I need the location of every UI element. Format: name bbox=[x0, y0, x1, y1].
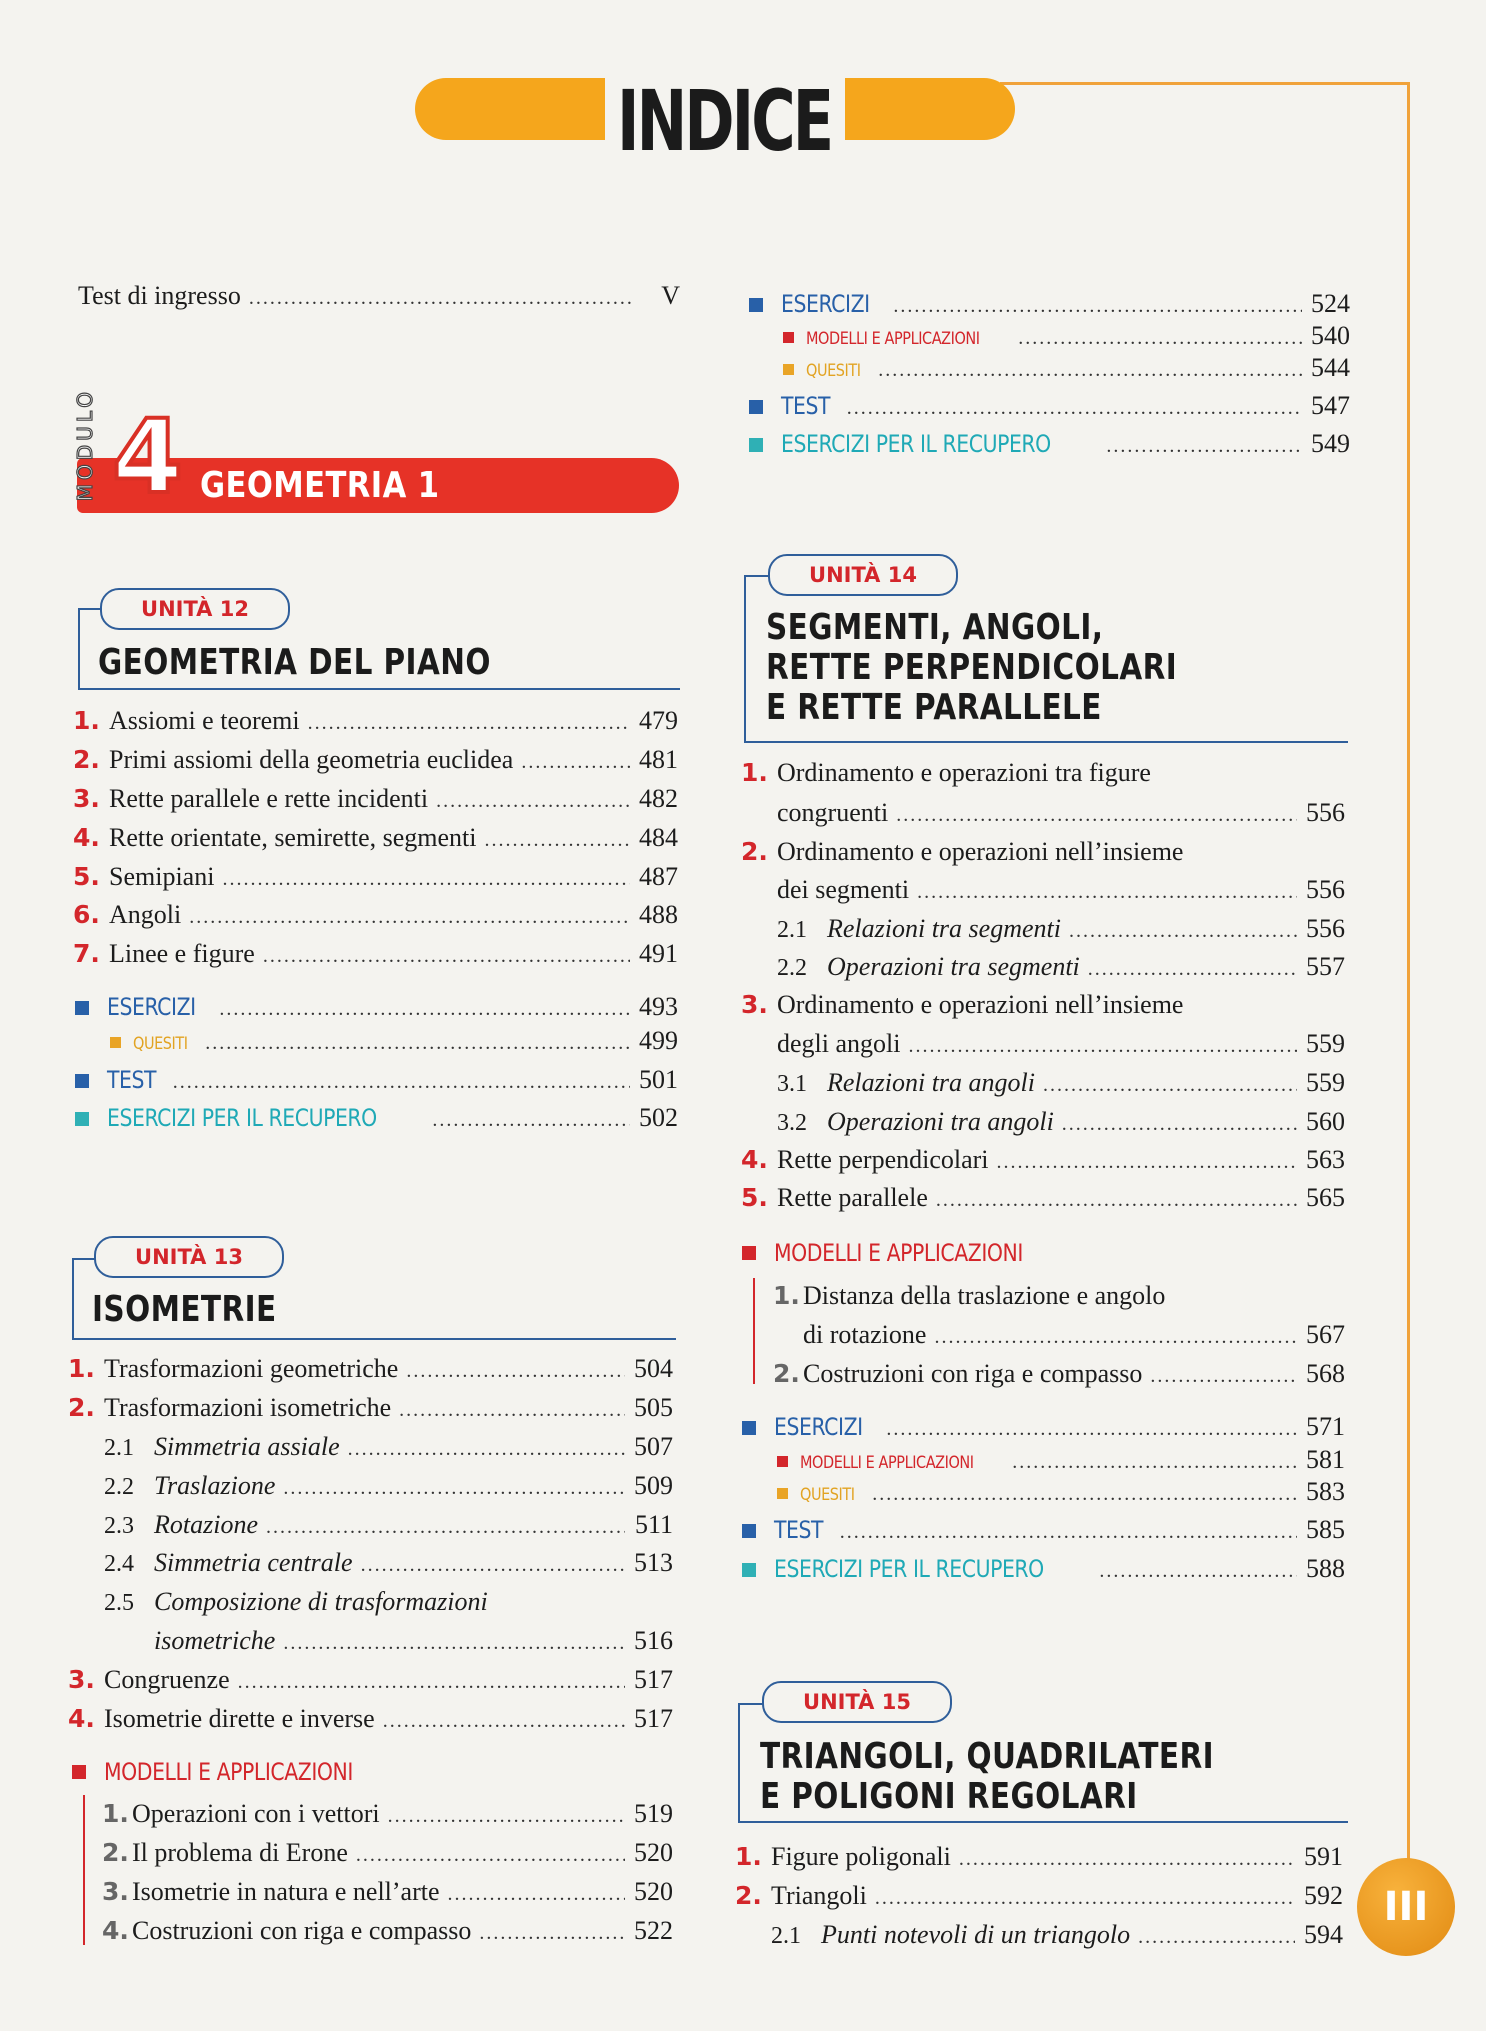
entry-title: dei segmenti bbox=[777, 875, 910, 904]
entry-title: di rotazione bbox=[803, 1320, 927, 1349]
square-bullet-icon bbox=[777, 1488, 788, 1499]
entry-title: Il problema di Erone bbox=[132, 1838, 348, 1867]
entry-page: 513 bbox=[634, 1548, 673, 1577]
leader-dots bbox=[1062, 1107, 1297, 1141]
leader-dots bbox=[406, 1354, 625, 1388]
extra-page: 547 bbox=[1311, 391, 1350, 420]
toc-models-heading[interactable] bbox=[742, 1236, 1342, 1270]
toc-model-entry[interactable] bbox=[102, 1914, 673, 1950]
entry-title: Operazioni tra angoli bbox=[827, 1107, 1054, 1136]
entry-number: 2.3 bbox=[104, 1513, 134, 1539]
models-label: MODELLI E APPLICAZIONI bbox=[104, 1758, 353, 1786]
toc-extra-test[interactable] bbox=[742, 1513, 1345, 1549]
extra-label: ESERCIZI bbox=[781, 290, 870, 318]
entry-number: 4. bbox=[73, 823, 100, 852]
square-bullet-icon bbox=[749, 400, 763, 414]
toc-subentry[interactable] bbox=[777, 912, 1345, 948]
extra-label: TEST bbox=[774, 1516, 824, 1544]
leader-dots bbox=[521, 745, 630, 779]
entry-title: Rette parallele e rette incidenti bbox=[109, 784, 429, 813]
leader-dots bbox=[173, 1065, 630, 1099]
square-bullet-icon bbox=[742, 1421, 756, 1435]
entry-title: Figure poligonali bbox=[771, 1842, 951, 1871]
entry-page: 511 bbox=[634, 1510, 673, 1539]
entry-page: 563 bbox=[1306, 1145, 1345, 1174]
leader-dots bbox=[283, 1471, 625, 1505]
unit12-title: GEOMETRIA DEL PIANO bbox=[98, 642, 491, 683]
entry-title: Punti notevoli di un triangolo bbox=[821, 1920, 1131, 1949]
toc-extra-quesiti[interactable] bbox=[110, 1024, 678, 1061]
toc-extra-quesiti[interactable] bbox=[783, 351, 1350, 388]
leader-dots bbox=[263, 939, 630, 973]
entry-number: 2.1 bbox=[104, 1435, 134, 1461]
extra-label: TEST bbox=[781, 392, 831, 420]
models-bracket bbox=[753, 1278, 755, 1384]
entry-title: Primi assiomi della geometria euclidea bbox=[109, 745, 514, 774]
entry-page: 522 bbox=[634, 1916, 673, 1945]
leader-dots bbox=[361, 1548, 625, 1582]
square-bullet-icon bbox=[72, 1765, 86, 1779]
extra-page: 502 bbox=[639, 1103, 678, 1132]
leader-dots bbox=[872, 1477, 1297, 1511]
square-bullet-icon bbox=[749, 298, 763, 312]
entry-page: 560 bbox=[1306, 1107, 1345, 1136]
toc-model-entry-cont[interactable] bbox=[803, 1318, 1345, 1354]
square-bullet-icon bbox=[742, 1563, 756, 1577]
toc-subentry[interactable] bbox=[104, 1430, 673, 1466]
unit12-tag: UNITÀ 12 bbox=[100, 588, 290, 630]
toc-entry[interactable] bbox=[741, 1181, 1345, 1217]
models-label: MODELLI E APPLICAZIONI bbox=[774, 1239, 1023, 1267]
leader-dots bbox=[934, 1320, 1297, 1354]
toc-subentry[interactable] bbox=[777, 1105, 1345, 1141]
entry-title: Rette parallele bbox=[777, 1183, 928, 1212]
entry-title: Traslazione bbox=[154, 1471, 276, 1500]
unit15-title-line1: TRIANGOLI, QUADRILATERI bbox=[760, 1736, 1215, 1777]
leader-dots bbox=[219, 992, 630, 1026]
entry-number: 4. bbox=[68, 1704, 95, 1733]
entry-title: Distanza della traslazione e angolo bbox=[803, 1281, 1166, 1310]
entry-title: Relazioni tra angoli bbox=[827, 1068, 1035, 1097]
toc-model-entry[interactable] bbox=[102, 1797, 673, 1833]
entry-title: degli angoli bbox=[777, 1029, 901, 1058]
entry-title: Linee e figure bbox=[109, 939, 255, 968]
entry-title: Trasformazioni isometriche bbox=[104, 1393, 392, 1422]
toc-entry-test-ingresso[interactable] bbox=[78, 279, 680, 315]
toc-entry[interactable] bbox=[73, 821, 678, 857]
entry-page: 559 bbox=[1306, 1068, 1345, 1097]
unit15-tag: UNITÀ 15 bbox=[762, 1681, 952, 1723]
extra-label: QUESITI bbox=[800, 1485, 855, 1505]
leader-dots bbox=[896, 798, 1297, 832]
entry-page: 517 bbox=[634, 1704, 673, 1733]
unit14-title-line3: E RETTE PARALLELE bbox=[766, 687, 1102, 728]
extra-page: 544 bbox=[1311, 353, 1350, 382]
square-bullet-icon bbox=[742, 1524, 756, 1538]
extra-page: 583 bbox=[1306, 1477, 1345, 1506]
entry-title: Ordinamento e operazioni nell’insieme bbox=[777, 990, 1184, 1019]
toc-model-entry[interactable] bbox=[102, 1836, 673, 1872]
entry-number: 1. bbox=[773, 1281, 800, 1310]
leader-dots bbox=[1069, 914, 1297, 948]
entry-title: Angoli bbox=[109, 900, 182, 929]
entry-number: 7. bbox=[73, 939, 100, 968]
leader-dots bbox=[1018, 321, 1302, 355]
leader-dots bbox=[908, 1029, 1297, 1063]
entry-number: 2.1 bbox=[777, 917, 807, 943]
models-bracket bbox=[83, 1795, 85, 1945]
extra-page: 581 bbox=[1306, 1445, 1345, 1474]
toc-extra-recupero[interactable] bbox=[749, 427, 1350, 463]
extra-label: MODELLI E APPLICAZIONI bbox=[800, 1453, 974, 1473]
entry-title: Simmetria centrale bbox=[154, 1548, 353, 1577]
extra-page: 540 bbox=[1311, 321, 1350, 350]
unit14-title-line2: RETTE PERPENDICOLARI bbox=[766, 647, 1178, 688]
unit15-title-line2: E POLIGONI REGOLARI bbox=[760, 1776, 1138, 1817]
square-bullet-icon bbox=[783, 364, 794, 375]
toc-entry[interactable] bbox=[741, 1143, 1345, 1179]
leader-dots bbox=[959, 1842, 1295, 1876]
entry-page: 520 bbox=[634, 1877, 673, 1906]
entry-page: 481 bbox=[639, 745, 678, 774]
leader-dots bbox=[936, 1183, 1297, 1217]
square-bullet-icon bbox=[783, 332, 794, 343]
square-bullet-icon bbox=[75, 1001, 89, 1015]
entry-number: 4. bbox=[102, 1916, 129, 1945]
entry-title: Costruzioni con riga e compasso bbox=[803, 1359, 1143, 1388]
entry-number: 2.2 bbox=[104, 1474, 134, 1500]
entry-page: 556 bbox=[1306, 875, 1345, 904]
header-rule-top bbox=[1000, 82, 1410, 85]
entry-page: 519 bbox=[634, 1799, 673, 1828]
entry-number: 1. bbox=[741, 758, 768, 787]
entry-number: 2. bbox=[102, 1838, 129, 1867]
leader-dots bbox=[356, 1838, 625, 1872]
toc-entry[interactable] bbox=[68, 1702, 673, 1738]
extra-label: ESERCIZI PER IL RECUPERO bbox=[107, 1104, 377, 1132]
leader-dots bbox=[878, 353, 1302, 387]
entry-title: Costruzioni con riga e compasso bbox=[132, 1916, 472, 1945]
leader-dots bbox=[484, 823, 630, 857]
toc-entry[interactable] bbox=[68, 1352, 673, 1388]
entry-number: 2.5 bbox=[104, 1590, 134, 1616]
toc-entry[interactable] bbox=[735, 1840, 1343, 1876]
entry-number: 2. bbox=[735, 1881, 762, 1910]
entry-page: 556 bbox=[1306, 798, 1345, 827]
toc-extra-esercizi[interactable] bbox=[75, 990, 678, 1026]
toc-model-entry[interactable] bbox=[102, 1875, 673, 1911]
entry-page: 516 bbox=[634, 1626, 673, 1655]
toc-entry[interactable] bbox=[741, 756, 1345, 790]
entry-number: 2. bbox=[73, 745, 100, 774]
toc-model-entry[interactable] bbox=[773, 1279, 1345, 1313]
toc-entry-cont[interactable] bbox=[777, 1027, 1345, 1063]
entry-title: Trasformazioni geometriche bbox=[104, 1354, 399, 1383]
entry-number: 3. bbox=[68, 1665, 95, 1694]
entry-title: Operazioni tra segmenti bbox=[827, 952, 1080, 981]
toc-subentry[interactable] bbox=[104, 1585, 673, 1620]
toc-entry-cont[interactable] bbox=[777, 873, 1345, 909]
toc-subentry[interactable] bbox=[104, 1546, 673, 1582]
leader-dots bbox=[1106, 429, 1302, 463]
leader-dots bbox=[1138, 1920, 1295, 1954]
toc-model-entry[interactable] bbox=[773, 1357, 1345, 1393]
toc-extra-test[interactable] bbox=[749, 389, 1350, 425]
leader-dots bbox=[266, 1510, 625, 1544]
entry-number: 4. bbox=[741, 1145, 768, 1174]
entry-title: Isometrie in natura e nell’arte bbox=[132, 1877, 440, 1906]
leader-dots bbox=[249, 281, 632, 315]
entry-title: Rette orientate, semirette, segmenti bbox=[109, 823, 477, 852]
entry-number: 2.1 bbox=[771, 1923, 801, 1949]
entry-title: Semipiani bbox=[109, 862, 215, 891]
leader-dots bbox=[448, 1877, 625, 1911]
toc-entry[interactable] bbox=[73, 937, 678, 973]
entry-number: 2. bbox=[773, 1359, 800, 1388]
entry-number: 1. bbox=[73, 706, 100, 735]
entry-title: Ordinamento e operazioni tra figure bbox=[777, 758, 1151, 787]
entry-number: 3. bbox=[73, 784, 100, 813]
extra-label: MODELLI E APPLICAZIONI bbox=[806, 329, 980, 349]
extra-label: ESERCIZI bbox=[107, 993, 196, 1021]
entry-page: 517 bbox=[634, 1665, 673, 1694]
entry-page: 482 bbox=[639, 784, 678, 813]
entry-title: Isometrie dirette e inverse bbox=[104, 1704, 375, 1733]
entry-number: 2.2 bbox=[777, 955, 807, 981]
entry-title: Simmetria assiale bbox=[154, 1432, 340, 1461]
entry-number: 6. bbox=[73, 900, 100, 929]
entry-page: 594 bbox=[1304, 1920, 1343, 1949]
entry-page: 568 bbox=[1306, 1359, 1345, 1388]
leader-dots bbox=[283, 1626, 625, 1660]
leader-dots bbox=[1088, 952, 1297, 986]
entry-title: Rotazione bbox=[154, 1510, 258, 1539]
extra-label: ESERCIZI bbox=[774, 1413, 863, 1441]
leader-dots bbox=[1012, 1445, 1297, 1479]
toc-subentry[interactable] bbox=[104, 1508, 673, 1544]
entry-number: 3.1 bbox=[777, 1071, 807, 1097]
extra-page: 549 bbox=[1311, 429, 1350, 458]
entry-page: 488 bbox=[639, 900, 678, 929]
leader-dots bbox=[893, 289, 1302, 323]
entry-title: Congruenze bbox=[104, 1665, 230, 1694]
entry-page: 520 bbox=[634, 1838, 673, 1867]
extra-page: 501 bbox=[639, 1065, 678, 1094]
toc-entry[interactable] bbox=[741, 835, 1345, 869]
leader-dots bbox=[432, 1103, 630, 1137]
toc-entry[interactable] bbox=[73, 860, 678, 896]
entry-title: Ordinamento e operazioni nell’insieme bbox=[777, 837, 1184, 866]
extra-page: 493 bbox=[639, 992, 678, 1021]
toc-entry[interactable] bbox=[735, 1879, 1343, 1915]
entry-page: 491 bbox=[639, 939, 678, 968]
toc-extra-recupero[interactable] bbox=[75, 1101, 678, 1137]
leader-dots bbox=[383, 1704, 625, 1738]
leader-dots bbox=[205, 1026, 630, 1060]
entry-page: 557 bbox=[1306, 952, 1345, 981]
entry-number: 3. bbox=[741, 990, 768, 1019]
entry-number: 1. bbox=[102, 1799, 129, 1828]
entry-page: 484 bbox=[639, 823, 678, 852]
extra-page: 588 bbox=[1306, 1554, 1345, 1583]
leader-dots bbox=[399, 1393, 625, 1427]
entry-page: 505 bbox=[634, 1393, 673, 1422]
entry-title: Relazioni tra segmenti bbox=[827, 914, 1061, 943]
extra-label: ESERCIZI PER IL RECUPERO bbox=[774, 1555, 1044, 1583]
extra-page: 571 bbox=[1306, 1412, 1345, 1441]
entry-number: 2.4 bbox=[104, 1551, 134, 1577]
extra-label: ESERCIZI PER IL RECUPERO bbox=[781, 430, 1051, 458]
leader-dots bbox=[348, 1432, 625, 1466]
square-bullet-icon bbox=[75, 1112, 89, 1126]
toc-entry[interactable] bbox=[73, 704, 678, 740]
toc-subentry[interactable] bbox=[777, 950, 1345, 986]
entry-page: 504 bbox=[634, 1354, 673, 1383]
entry-page: 565 bbox=[1306, 1183, 1345, 1212]
leader-dots bbox=[1099, 1554, 1297, 1588]
entry-page: 509 bbox=[634, 1471, 673, 1500]
toc-entry-cont[interactable] bbox=[777, 796, 1345, 832]
toc-subentry[interactable] bbox=[104, 1469, 673, 1505]
toc-entry-label: Test di ingresso bbox=[78, 281, 241, 310]
entry-number: 2. bbox=[68, 1393, 95, 1422]
toc-extra-esercizi[interactable] bbox=[742, 1410, 1345, 1446]
leader-dots bbox=[917, 875, 1297, 909]
toc-entry[interactable] bbox=[73, 898, 678, 934]
toc-extra-quesiti[interactable] bbox=[777, 1475, 1345, 1512]
entry-number: 5. bbox=[73, 862, 100, 891]
toc-page: V bbox=[661, 281, 680, 310]
entry-page: 567 bbox=[1306, 1320, 1345, 1349]
leader-dots bbox=[886, 1412, 1297, 1446]
leader-dots bbox=[308, 706, 630, 740]
unit13-title: ISOMETRIE bbox=[92, 1289, 277, 1330]
toc-entry[interactable] bbox=[73, 782, 678, 818]
extra-page: 585 bbox=[1306, 1515, 1345, 1544]
entry-title: isometriche bbox=[154, 1626, 276, 1655]
leader-dots bbox=[189, 900, 630, 934]
page-title: INDICE bbox=[605, 62, 845, 192]
toc-extra-test[interactable] bbox=[75, 1063, 678, 1099]
square-bullet-icon bbox=[749, 438, 763, 452]
module-number: 4 bbox=[112, 398, 183, 517]
entry-number: 2. bbox=[741, 837, 768, 866]
leader-dots bbox=[875, 1881, 1295, 1915]
unit14-tag: UNITÀ 14 bbox=[768, 554, 958, 596]
extra-label: TEST bbox=[107, 1066, 157, 1094]
entry-number: 1. bbox=[68, 1354, 95, 1383]
square-bullet-icon bbox=[742, 1246, 756, 1260]
entry-title: congruenti bbox=[777, 798, 889, 827]
square-bullet-icon bbox=[110, 1037, 121, 1048]
leader-dots bbox=[388, 1799, 625, 1833]
toc-entry[interactable] bbox=[73, 743, 678, 779]
entry-title: Triangoli bbox=[771, 1881, 867, 1910]
extra-page: 524 bbox=[1311, 289, 1350, 318]
leader-dots bbox=[1150, 1359, 1297, 1393]
entry-page: 559 bbox=[1306, 1029, 1345, 1058]
entry-number: 5. bbox=[741, 1183, 768, 1212]
toc-subentry[interactable] bbox=[771, 1918, 1343, 1954]
leader-dots bbox=[479, 1916, 625, 1950]
toc-subentry-cont[interactable] bbox=[154, 1624, 673, 1660]
entry-number: 1. bbox=[735, 1842, 762, 1871]
entry-page: 487 bbox=[639, 862, 678, 891]
entry-number: 3.2 bbox=[777, 1110, 807, 1136]
leader-dots bbox=[436, 784, 630, 818]
extra-label: QUESITI bbox=[806, 361, 861, 381]
entry-title: Composizione di trasformazioni bbox=[154, 1587, 488, 1616]
toc-subentry[interactable] bbox=[777, 1066, 1345, 1102]
extra-page: 499 bbox=[639, 1026, 678, 1055]
leader-dots bbox=[840, 1515, 1297, 1549]
module-word: MODULO bbox=[73, 388, 97, 502]
leader-dots bbox=[238, 1665, 625, 1699]
entry-title: Operazioni con i vettori bbox=[132, 1799, 380, 1828]
entry-title: Assiomi e teoremi bbox=[109, 706, 300, 735]
toc-entry[interactable] bbox=[741, 988, 1345, 1022]
extra-label: QUESITI bbox=[133, 1034, 188, 1054]
unit13-tag: UNITÀ 13 bbox=[94, 1236, 284, 1278]
leader-dots bbox=[1043, 1068, 1297, 1102]
entry-page: 592 bbox=[1304, 1881, 1343, 1910]
square-bullet-icon bbox=[75, 1074, 89, 1088]
entry-number: 3. bbox=[102, 1877, 129, 1906]
entry-title: Rette perpendicolari bbox=[777, 1145, 989, 1174]
header-rule-right bbox=[1407, 82, 1410, 1872]
leader-dots bbox=[997, 1145, 1297, 1179]
entry-page: 507 bbox=[634, 1432, 673, 1461]
toc-entry[interactable] bbox=[68, 1391, 673, 1427]
toc-extra-esercizi[interactable] bbox=[749, 287, 1350, 323]
entry-page: 479 bbox=[639, 706, 678, 735]
leader-dots bbox=[222, 862, 630, 896]
toc-extra-recupero[interactable] bbox=[742, 1552, 1345, 1588]
toc-entry[interactable] bbox=[68, 1663, 673, 1699]
toc-models-heading[interactable] bbox=[72, 1755, 672, 1789]
module-title: GEOMETRIA 1 bbox=[200, 465, 440, 506]
square-bullet-icon bbox=[777, 1456, 788, 1467]
entry-page: 556 bbox=[1306, 914, 1345, 943]
unit14-title-line1: SEGMENTI, ANGOLI, bbox=[766, 607, 1104, 648]
page-number-badge: III bbox=[1357, 1858, 1455, 1956]
leader-dots bbox=[847, 391, 1302, 425]
entry-page: 591 bbox=[1304, 1842, 1343, 1871]
